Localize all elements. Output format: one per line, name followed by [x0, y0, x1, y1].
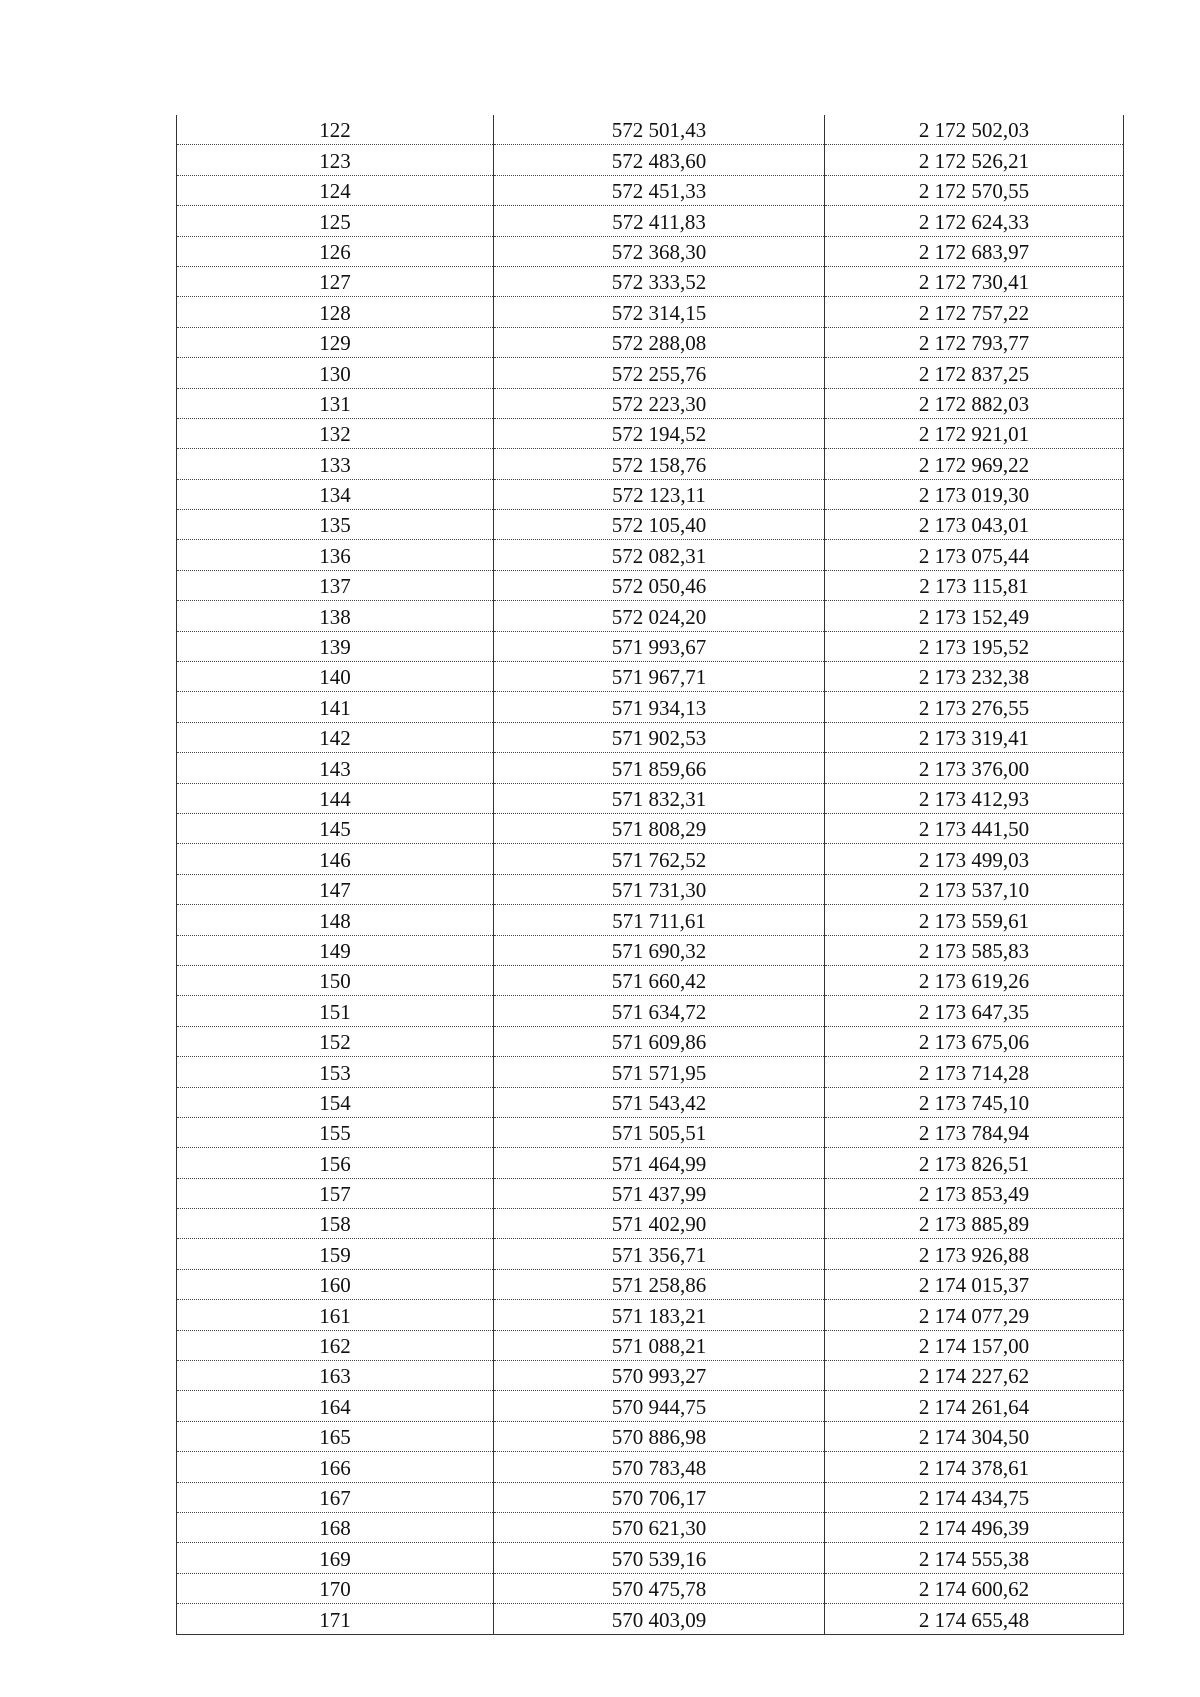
- x-coordinate-cell: 570 706,17: [494, 1482, 825, 1512]
- point-number-cell: 134: [177, 479, 494, 509]
- x-coordinate-cell: 572 194,52: [494, 418, 825, 448]
- point-number-cell: 162: [177, 1330, 494, 1360]
- table-row: [177, 1026, 1124, 1056]
- table-row: [177, 388, 1124, 418]
- x-coordinate-cell: 572 255,76: [494, 358, 825, 388]
- table-row: [177, 418, 1124, 448]
- x-coordinate-cell: 571 543,42: [494, 1087, 825, 1117]
- y-coordinate-cell: 2 173 441,50: [825, 813, 1124, 843]
- x-coordinate-cell: 570 621,30: [494, 1512, 825, 1542]
- y-coordinate-cell: 2 173 559,61: [825, 905, 1124, 935]
- table-row: [177, 1148, 1124, 1178]
- x-coordinate-cell: 572 451,33: [494, 175, 825, 205]
- y-coordinate-cell: 2 173 714,28: [825, 1057, 1124, 1087]
- table-row: [177, 175, 1124, 205]
- point-number-cell: 159: [177, 1239, 494, 1269]
- table-row: [177, 266, 1124, 296]
- point-number-cell: 168: [177, 1512, 494, 1542]
- y-coordinate-cell: 2 173 043,01: [825, 510, 1124, 540]
- point-number-cell: 144: [177, 783, 494, 813]
- point-number-cell: 170: [177, 1573, 494, 1603]
- table-row: [177, 935, 1124, 965]
- point-number-cell: 157: [177, 1178, 494, 1208]
- table-row: [177, 115, 1124, 145]
- table-row: [177, 297, 1124, 327]
- table-row: [177, 1117, 1124, 1147]
- table-row: [177, 1330, 1124, 1360]
- x-coordinate-cell: 571 437,99: [494, 1178, 825, 1208]
- x-coordinate-cell: 571 967,71: [494, 662, 825, 692]
- y-coordinate-cell: 2 173 276,55: [825, 692, 1124, 722]
- point-number-cell: 140: [177, 662, 494, 692]
- table-row: [177, 479, 1124, 509]
- x-coordinate-cell: 570 475,78: [494, 1573, 825, 1603]
- y-coordinate-cell: 2 173 745,10: [825, 1087, 1124, 1117]
- point-number-cell: 139: [177, 631, 494, 661]
- point-number-cell: 150: [177, 965, 494, 995]
- table-row: [177, 1421, 1124, 1451]
- point-number-cell: 128: [177, 297, 494, 327]
- table-row: [177, 844, 1124, 874]
- point-number-cell: 161: [177, 1300, 494, 1330]
- y-coordinate-cell: 2 172 921,01: [825, 418, 1124, 448]
- y-coordinate-cell: 2 173 585,83: [825, 935, 1124, 965]
- x-coordinate-cell: 572 105,40: [494, 510, 825, 540]
- x-coordinate-cell: 571 711,61: [494, 905, 825, 935]
- table-row: [177, 753, 1124, 783]
- x-coordinate-cell: 570 539,16: [494, 1543, 825, 1573]
- y-coordinate-cell: 2 172 570,55: [825, 175, 1124, 205]
- point-number-cell: 125: [177, 206, 494, 236]
- table-row: [177, 1543, 1124, 1573]
- point-number-cell: 133: [177, 449, 494, 479]
- x-coordinate-cell: 571 762,52: [494, 844, 825, 874]
- table-row: [177, 1209, 1124, 1239]
- x-coordinate-cell: 571 571,95: [494, 1057, 825, 1087]
- x-coordinate-cell: 572 288,08: [494, 327, 825, 357]
- point-number-cell: 147: [177, 874, 494, 904]
- y-coordinate-cell: 2 174 555,38: [825, 1543, 1124, 1573]
- table-row: [177, 1239, 1124, 1269]
- y-coordinate-cell: 2 174 227,62: [825, 1361, 1124, 1391]
- table-row: [177, 1361, 1124, 1391]
- point-number-cell: 160: [177, 1269, 494, 1299]
- y-coordinate-cell: 2 173 019,30: [825, 479, 1124, 509]
- table-row: [177, 570, 1124, 600]
- y-coordinate-cell: 2 172 837,25: [825, 358, 1124, 388]
- y-coordinate-cell: 2 173 885,89: [825, 1209, 1124, 1239]
- x-coordinate-cell: 572 082,31: [494, 540, 825, 570]
- table-row: [177, 540, 1124, 570]
- point-number-cell: 151: [177, 996, 494, 1026]
- y-coordinate-cell: 2 174 077,29: [825, 1300, 1124, 1330]
- x-coordinate-cell: 571 088,21: [494, 1330, 825, 1360]
- point-number-cell: 135: [177, 510, 494, 540]
- table-row: [177, 631, 1124, 661]
- x-coordinate-cell: 571 993,67: [494, 631, 825, 661]
- y-coordinate-cell: 2 173 195,52: [825, 631, 1124, 661]
- point-number-cell: 122: [177, 115, 494, 145]
- point-number-cell: 131: [177, 388, 494, 418]
- point-number-cell: 164: [177, 1391, 494, 1421]
- x-coordinate-cell: 570 403,09: [494, 1604, 825, 1634]
- point-number-cell: 146: [177, 844, 494, 874]
- point-number-cell: 166: [177, 1452, 494, 1482]
- y-coordinate-cell: 2 174 304,50: [825, 1421, 1124, 1451]
- y-coordinate-cell: 2 173 826,51: [825, 1148, 1124, 1178]
- x-coordinate-cell: 571 505,51: [494, 1117, 825, 1147]
- y-coordinate-cell: 2 174 600,62: [825, 1573, 1124, 1603]
- point-number-cell: 154: [177, 1087, 494, 1117]
- x-coordinate-cell: 571 634,72: [494, 996, 825, 1026]
- point-number-cell: 163: [177, 1361, 494, 1391]
- x-coordinate-cell: 572 501,43: [494, 115, 825, 145]
- x-coordinate-cell: 571 609,86: [494, 1026, 825, 1056]
- point-number-cell: 124: [177, 175, 494, 205]
- y-coordinate-cell: 2 172 882,03: [825, 388, 1124, 418]
- y-coordinate-cell: 2 173 853,49: [825, 1178, 1124, 1208]
- y-coordinate-cell: 2 172 969,22: [825, 449, 1124, 479]
- y-coordinate-cell: 2 173 319,41: [825, 722, 1124, 752]
- point-number-cell: 148: [177, 905, 494, 935]
- table-row: [177, 1391, 1124, 1421]
- x-coordinate-cell: 571 934,13: [494, 692, 825, 722]
- x-coordinate-cell: 571 902,53: [494, 722, 825, 752]
- x-coordinate-cell: 572 050,46: [494, 570, 825, 600]
- y-coordinate-cell: 2 174 015,37: [825, 1269, 1124, 1299]
- table-row: [177, 1057, 1124, 1087]
- point-number-cell: 123: [177, 145, 494, 175]
- y-coordinate-cell: 2 173 647,35: [825, 996, 1124, 1026]
- table-row: [177, 662, 1124, 692]
- table-row: [177, 236, 1124, 266]
- y-coordinate-cell: 2 172 526,21: [825, 145, 1124, 175]
- y-coordinate-cell: 2 174 261,64: [825, 1391, 1124, 1421]
- y-coordinate-cell: 2 172 793,77: [825, 327, 1124, 357]
- point-number-cell: 167: [177, 1482, 494, 1512]
- y-coordinate-cell: 2 173 784,94: [825, 1117, 1124, 1147]
- point-number-cell: 141: [177, 692, 494, 722]
- table-row: [177, 1512, 1124, 1542]
- y-coordinate-cell: 2 172 502,03: [825, 115, 1124, 145]
- point-number-cell: 126: [177, 236, 494, 266]
- x-coordinate-cell: 571 660,42: [494, 965, 825, 995]
- x-coordinate-cell: 571 859,66: [494, 753, 825, 783]
- x-coordinate-cell: 572 223,30: [494, 388, 825, 418]
- table-row: [177, 1482, 1124, 1512]
- point-number-cell: 153: [177, 1057, 494, 1087]
- table-row: [177, 692, 1124, 722]
- x-coordinate-cell: 572 314,15: [494, 297, 825, 327]
- y-coordinate-cell: 2 173 499,03: [825, 844, 1124, 874]
- x-coordinate-cell: 570 944,75: [494, 1391, 825, 1421]
- point-number-cell: 127: [177, 266, 494, 296]
- table-row: [177, 783, 1124, 813]
- point-number-cell: 145: [177, 813, 494, 843]
- point-number-cell: 143: [177, 753, 494, 783]
- table-row: [177, 1178, 1124, 1208]
- table-row: [177, 1087, 1124, 1117]
- point-number-cell: 158: [177, 1209, 494, 1239]
- point-number-cell: 156: [177, 1148, 494, 1178]
- y-coordinate-cell: 2 172 730,41: [825, 266, 1124, 296]
- table-row: [177, 601, 1124, 631]
- y-coordinate-cell: 2 173 412,93: [825, 783, 1124, 813]
- x-coordinate-cell: 572 411,83: [494, 206, 825, 236]
- x-coordinate-cell: 572 368,30: [494, 236, 825, 266]
- x-coordinate-cell: 571 402,90: [494, 1209, 825, 1239]
- point-number-cell: 152: [177, 1026, 494, 1056]
- point-number-cell: 137: [177, 570, 494, 600]
- table-row: [177, 1269, 1124, 1299]
- table-row: [177, 358, 1124, 388]
- x-coordinate-cell: 571 690,32: [494, 935, 825, 965]
- table-row: [177, 874, 1124, 904]
- y-coordinate-cell: 2 174 655,48: [825, 1604, 1124, 1634]
- table-row: [177, 145, 1124, 175]
- point-number-cell: 138: [177, 601, 494, 631]
- table-row: [177, 510, 1124, 540]
- table-row: [177, 449, 1124, 479]
- point-number-cell: 142: [177, 722, 494, 752]
- y-coordinate-cell: 2 174 157,00: [825, 1330, 1124, 1360]
- y-coordinate-cell: 2 173 619,26: [825, 965, 1124, 995]
- point-number-cell: 165: [177, 1421, 494, 1451]
- x-coordinate-cell: 572 024,20: [494, 601, 825, 631]
- y-coordinate-cell: 2 173 232,38: [825, 662, 1124, 692]
- x-coordinate-cell: 570 993,27: [494, 1361, 825, 1391]
- x-coordinate-cell: 570 886,98: [494, 1421, 825, 1451]
- table-row: [177, 1300, 1124, 1330]
- table-row: [177, 996, 1124, 1026]
- y-coordinate-cell: 2 172 683,97: [825, 236, 1124, 266]
- x-coordinate-cell: 571 183,21: [494, 1300, 825, 1330]
- y-coordinate-cell: 2 173 115,81: [825, 570, 1124, 600]
- y-coordinate-cell: 2 174 434,75: [825, 1482, 1124, 1512]
- table-row: [177, 813, 1124, 843]
- table-row: [177, 965, 1124, 995]
- y-coordinate-cell: 2 173 926,88: [825, 1239, 1124, 1269]
- y-coordinate-cell: 2 173 675,06: [825, 1026, 1124, 1056]
- table-row: [177, 722, 1124, 752]
- x-coordinate-cell: 571 832,31: [494, 783, 825, 813]
- table-row: [177, 1604, 1124, 1634]
- point-number-cell: 149: [177, 935, 494, 965]
- point-number-cell: 155: [177, 1117, 494, 1147]
- table-row: [177, 905, 1124, 935]
- x-coordinate-cell: 572 158,76: [494, 449, 825, 479]
- point-number-cell: 130: [177, 358, 494, 388]
- y-coordinate-cell: 2 173 075,44: [825, 540, 1124, 570]
- table-row: [177, 206, 1124, 236]
- x-coordinate-cell: 570 783,48: [494, 1452, 825, 1482]
- y-coordinate-cell: 2 173 537,10: [825, 874, 1124, 904]
- x-coordinate-cell: 571 258,86: [494, 1269, 825, 1299]
- table-row: [177, 327, 1124, 357]
- x-coordinate-cell: 572 123,11: [494, 479, 825, 509]
- x-coordinate-cell: 572 333,52: [494, 266, 825, 296]
- x-coordinate-cell: 572 483,60: [494, 145, 825, 175]
- point-number-cell: 169: [177, 1543, 494, 1573]
- table-row: [177, 1452, 1124, 1482]
- y-coordinate-cell: 2 174 496,39: [825, 1512, 1124, 1542]
- y-coordinate-cell: 2 173 152,49: [825, 601, 1124, 631]
- y-coordinate-cell: 2 173 376,00: [825, 753, 1124, 783]
- point-number-cell: 129: [177, 327, 494, 357]
- coordinates-table-body: [177, 115, 1124, 1634]
- y-coordinate-cell: 2 172 757,22: [825, 297, 1124, 327]
- coordinates-table: [176, 115, 1124, 1635]
- x-coordinate-cell: 571 808,29: [494, 813, 825, 843]
- point-number-cell: 136: [177, 540, 494, 570]
- table-row: [177, 1573, 1124, 1603]
- x-coordinate-cell: 571 464,99: [494, 1148, 825, 1178]
- x-coordinate-cell: 571 731,30: [494, 874, 825, 904]
- point-number-cell: 132: [177, 418, 494, 448]
- y-coordinate-cell: 2 174 378,61: [825, 1452, 1124, 1482]
- y-coordinate-cell: 2 172 624,33: [825, 206, 1124, 236]
- point-number-cell: 171: [177, 1604, 494, 1634]
- x-coordinate-cell: 571 356,71: [494, 1239, 825, 1269]
